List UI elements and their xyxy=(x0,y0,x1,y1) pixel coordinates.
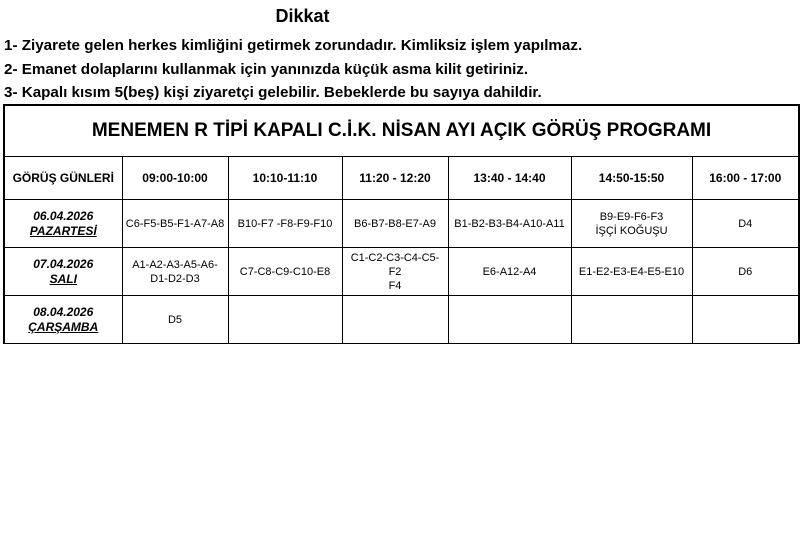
column-header-slot: 14:50-15:50 xyxy=(571,157,692,200)
day-date: 07.04.2026 xyxy=(33,256,94,271)
slot-cell: B10-F7 -F8-F9-F10 xyxy=(228,200,342,248)
program-title: MENEMEN R TİPİ KAPALI C.İ.K. NİSAN AYI AÇIK GÖRÜŞ PROGRAMI xyxy=(4,105,799,157)
notice-rules xyxy=(4,34,582,105)
slot-cell: C7-C8-C9-C10-E8 xyxy=(228,248,342,296)
day-date: 08.04.2026 xyxy=(33,304,94,319)
column-header-slot: 10:10-11:10 xyxy=(228,157,342,200)
column-header-slot: 13:40 - 14:40 xyxy=(448,157,571,200)
notice-title: Dikkat xyxy=(275,6,330,26)
slot-cell: C1-C2-C3-C4-C5-F2 F4 xyxy=(342,248,448,296)
slot-cell: D5 xyxy=(122,296,228,344)
slot-cell: A1-A2-A3-A5-A6- D1-D2-D3 xyxy=(122,248,228,296)
day-cell xyxy=(4,248,122,296)
day-name: PAZARTESİ xyxy=(29,223,97,238)
day-cell xyxy=(4,200,122,248)
slot-cell: B6-B7-B8-E7-A9 xyxy=(342,200,448,248)
table-title-row xyxy=(4,105,799,157)
column-header-slot: 11:20 - 12:20 xyxy=(342,157,448,200)
slot-cell: E6-A12-A4 xyxy=(448,248,571,296)
rule-item: 2- Emanet dolaplarını kullanmak için yanınızda küçük asma kilit getiriniz. xyxy=(4,60,529,78)
slot-cell: B9-E9-F6-F3 İŞÇİ KOĞUŞU xyxy=(571,200,692,248)
day-date: 06.04.2026 xyxy=(33,208,94,223)
table-row xyxy=(4,248,799,296)
table-header-row xyxy=(4,157,799,200)
visit-program-table xyxy=(3,104,800,344)
column-header-slot: 16:00 - 17:00 xyxy=(692,157,799,200)
slot-cell: E1-E2-E3-E4-E5-E10 xyxy=(571,248,692,296)
day-cell xyxy=(4,296,122,344)
slot-cell xyxy=(228,296,342,344)
slot-cell xyxy=(571,296,692,344)
table-row xyxy=(4,296,799,344)
table-row xyxy=(4,200,799,248)
rule-item: 3- Kapalı kısım 5(beş) kişi ziyaretçi gelebilir. Bebeklerde bu sayıya dahildir. xyxy=(4,84,542,101)
slot-cell: C6-F5-B5-F1-A7-A8 xyxy=(122,200,228,248)
slot-cell xyxy=(692,296,799,344)
day-name: ÇARŞAMBA xyxy=(28,319,99,334)
day-name: SALI xyxy=(49,271,77,286)
slot-cell: B1-B2-B3-B4-A10-A11 xyxy=(448,200,571,248)
slot-cell: D4 xyxy=(692,200,799,248)
slot-cell xyxy=(342,296,448,344)
slot-cell: D6 xyxy=(692,248,799,296)
rule-item: 1- Ziyarete gelen herkes kimliğini getirmek zorundadır. Kimliksiz işlem yapılmaz. xyxy=(4,37,583,54)
column-header-days: GÖRÜŞ GÜNLERİ xyxy=(4,157,122,200)
slot-cell xyxy=(448,296,571,344)
column-header-slot: 09:00-10:00 xyxy=(122,157,228,200)
